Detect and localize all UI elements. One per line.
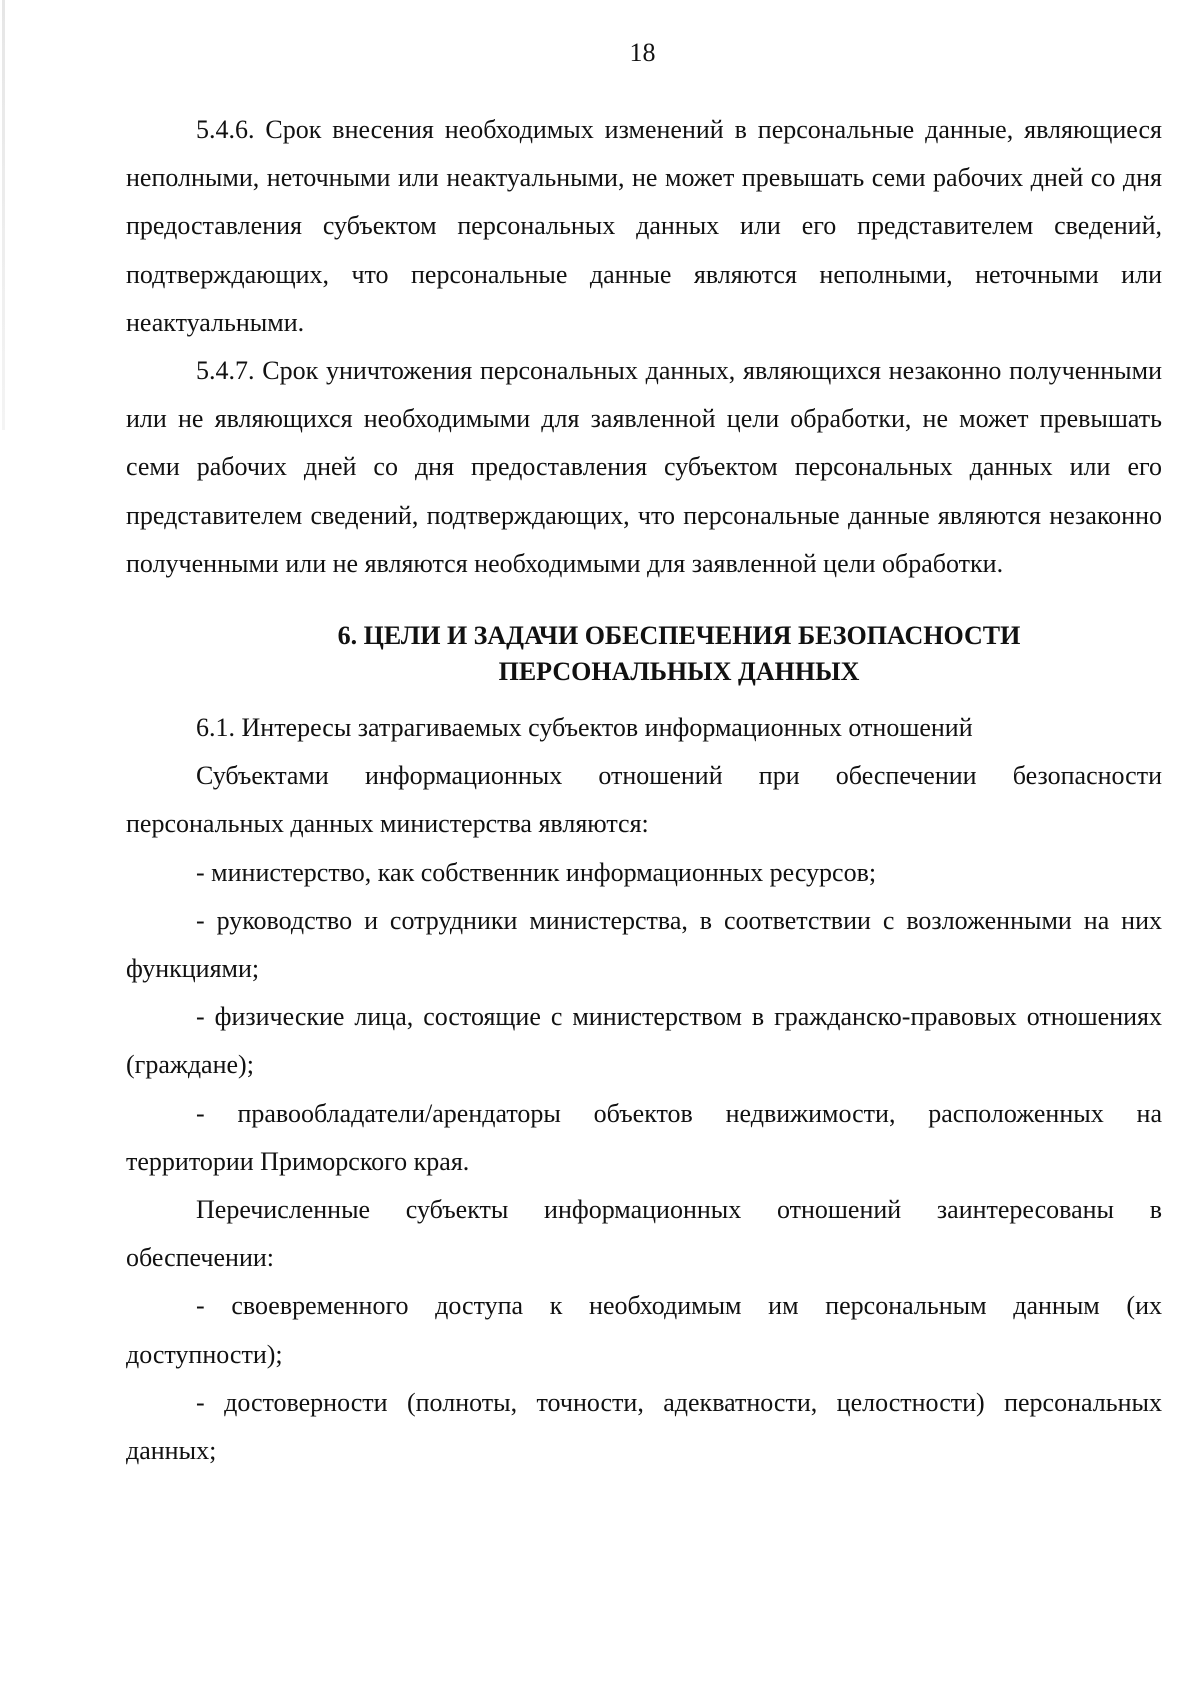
- paragraph-6-1: 6.1. Интересы затрагиваемых субъектов информационных отношений: [196, 713, 973, 743]
- paragraph-5-4-6: 5.4.6. Срок внесения необходимых изменений в персональные данные, являющиеся неполными, неточными или неактуальными, не может превышать семи рабочих дней со дня предоставления субъектом персональных данных или его представителем сведений, подтверждающих, что персональные данные являются неполными, неточными или неактуальными.: [126, 115, 1162, 337]
- section-heading-line-1: 6. ЦЕЛИ И ЗАДАЧИ ОБЕСПЕЧЕНИЯ БЕЗОПАСНОСТИ: [337, 621, 1021, 651]
- list-item-individuals: - физические лица, состоящие с министерством в гражданско-правовых отношениях (граждане);: [126, 1002, 1162, 1080]
- section-heading: [126, 618, 1162, 690]
- list-item-reliability: - достоверности (полноты, точности, адекватности, целостности) персональных данных;: [126, 1387, 1162, 1466]
- list-item-timely-access: - своевременного доступа к необходимым им персональным данным (их доступности);: [126, 1291, 1162, 1369]
- section-heading-line-2: ПЕРСОНАЛЬНЫХ ДАННЫХ: [498, 657, 860, 687]
- document-body: [126, 106, 1162, 1475]
- list-item-rightholders: - правообладатели/арендаторы объектов недвижимости, расположенных на территории Приморского края.: [126, 1098, 1162, 1176]
- page-number: 18: [629, 38, 656, 67]
- list-item-ministry: - министерство, как собственник информационных ресурсов;: [196, 857, 877, 887]
- paragraph-5-4-7: 5.4.7. Срок уничтожения персональных данных, являющихся незаконно полученными или не являющихся необходимыми для заявленной цели обработки, не может превышать семи рабочих дней со дня предоставления субъектом персональных данных или его представителем сведений, подтверждающих, что персональные данные являются незаконно полученными или не являются необходимыми для заявленной цели обработки.: [126, 356, 1162, 578]
- paragraph-interests-intro: Перечисленные субъекты информационных отношений заинтересованы в обеспечении:: [126, 1195, 1162, 1273]
- paragraph-subjects-intro: Субъектами информационных отношений при обеспечении безопасности персональных данных министерства являются:: [126, 761, 1162, 839]
- list-item-management: - руководство и сотрудники министерства, в соответствии с возложенными на них функциями;: [126, 905, 1162, 984]
